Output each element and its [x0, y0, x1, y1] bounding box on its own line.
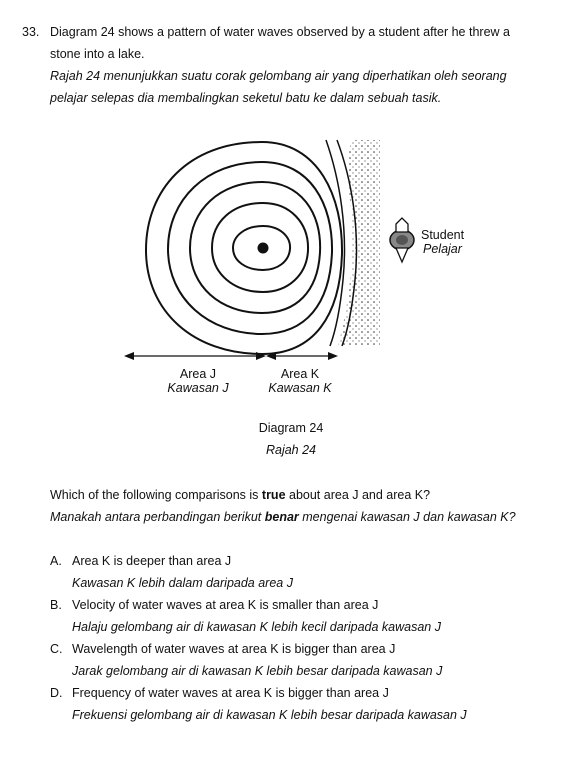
option-c-letter: C.	[50, 642, 63, 656]
question-number: 33.	[22, 25, 40, 39]
option-c-ms: Jarak gelombang air di kawasan K lebih besar daripada kawasan J	[72, 664, 443, 678]
wavefront-5	[146, 142, 342, 354]
wavefront-3	[190, 182, 320, 313]
option-b-en: Velocity of water waves at area K is smaller than area J	[72, 598, 379, 612]
prompt-ms-emphasis: benar	[264, 510, 299, 524]
area-k-label-ms: Kawasan K	[268, 381, 332, 395]
option-d-en: Frequency of water waves at area K is bigger than area J	[72, 686, 389, 700]
option-a-en: Area K is deeper than area J	[72, 554, 232, 568]
question-stem-en-line2: stone into a lake.	[50, 47, 145, 61]
student-label-ms: Pelajar	[423, 242, 462, 256]
prompt-ms: Manakah antara perbandingan berikut benar mengenai kawasan J dan kawasan K?	[50, 510, 516, 524]
option-d-ms: Frekuensi gelombang air di kawasan K lebih besar daripada kawasan J	[72, 708, 467, 722]
area-k-label-en: Area K	[280, 367, 320, 381]
diagram-caption-en: Diagram 24	[258, 421, 324, 435]
student-icon	[390, 218, 414, 262]
option-a-letter: A.	[50, 554, 62, 568]
student-label-en: Student	[421, 228, 465, 242]
option-b-letter: B.	[50, 598, 62, 612]
question-stem-en-line1: Diagram 24 shows a pattern of water waves observed by a student after he threw a	[50, 25, 510, 39]
option-d-letter: D.	[50, 686, 63, 700]
prompt-en: Which of the following comparisons is true about area J and area K?	[50, 488, 431, 502]
prompt-en-emphasis: true	[261, 488, 286, 502]
option-b-ms: Halaju gelombang air di kawasan K lebih kecil daripada kawasan J	[72, 620, 441, 634]
question-stem-ms-line1: Rajah 24 menunjukkan suatu corak gelombang air yang diperhatikan oleh seorang	[50, 69, 507, 83]
option-a-ms: Kawasan K lebih dalam daripada area J	[72, 576, 293, 590]
stone-drop-point	[258, 243, 269, 254]
option-c-en: Wavelength of water waves at area K is bigger than area J	[72, 642, 396, 656]
area-j-label-ms: Kawasan J	[167, 381, 229, 395]
question-stem-ms-line2: pelajar selepas dia membalingkan seketul batu ke dalam sebuah tasik.	[50, 91, 442, 105]
area-j-label-en: Area J	[179, 367, 217, 381]
diagram-caption-ms: Rajah 24	[265, 443, 317, 457]
